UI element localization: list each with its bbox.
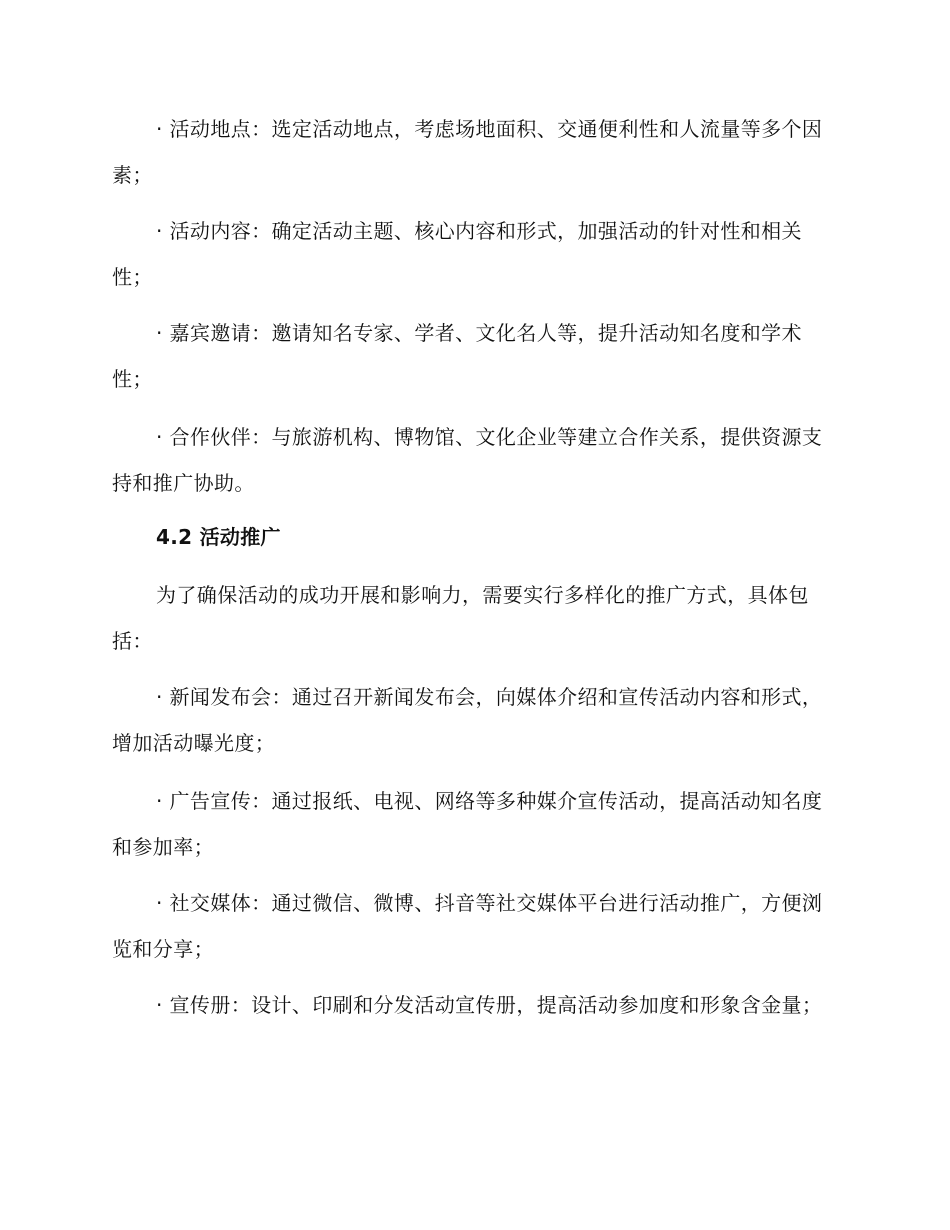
bullet-press-conference: · 新闻发布会：通过召开新闻发布会，向媒体介绍和宣传活动内容和形式，增加活动曝光度； [112,685,823,755]
bullet-activity-location: · 活动地点：选定活动地点，考虑场地面积、交通便利性和人流量等多个因素； [112,117,823,187]
bullet-guest-invitation: · 嘉宾邀请：邀请知名专家、学者、文化名人等，提升活动知名度和学术性； [112,321,802,391]
bullet-partners: · 合作伙伴：与旅游机构、博物馆、文化企业等建立合作关系，提供资源支持和推广协助。 [112,425,823,495]
bullet-brochure: · 宣传册：设计、印刷和分发活动宣传册，提高活动参加度和形象含金量； [156,993,823,1017]
section-heading: 4.2 活动推广 [156,525,281,549]
bullet-advertising: · 广告宣传：通过报纸、电视、网络等多种媒介宣传活动，提高活动知名度和参加率； [112,789,823,859]
intro-paragraph: 为了确保活动的成功开展和影响力，需要实行多样化的推广方式，具体包括： [112,583,809,653]
bullet-activity-content: · 活动内容：确定活动主题、核心内容和形式，加强活动的针对性和相关性； [112,219,802,289]
bullet-social-media: · 社交媒体：通过微信、微博、抖音等社交媒体平台进行活动推广，方便浏览和分享； [112,891,823,961]
